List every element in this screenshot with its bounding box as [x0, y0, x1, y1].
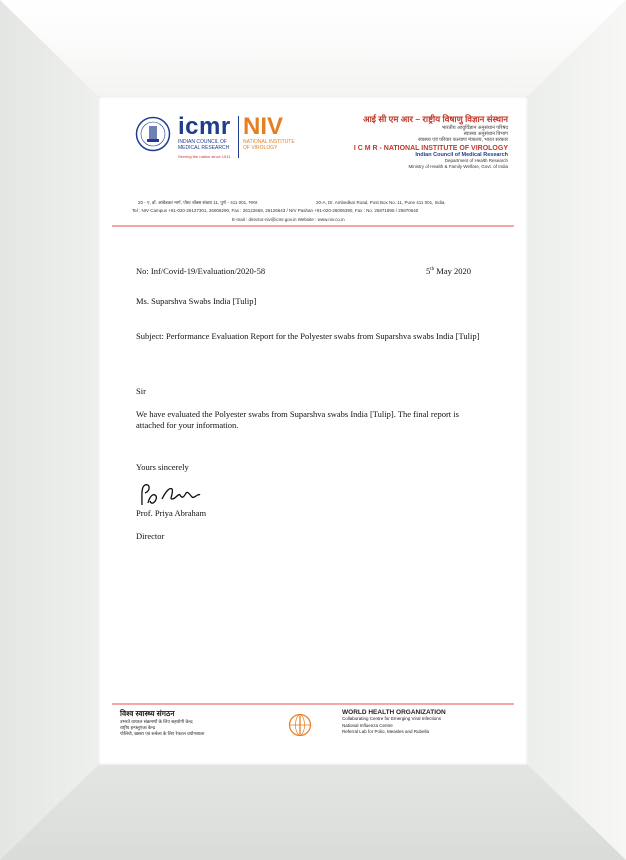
closing: Yours sincerely	[136, 462, 189, 472]
who-english-block: WORLD HEALTH ORGANIZATION Collaborating Centre for Emerging Viral Infections National Influenza Centre Referral Lab for Polio, Measles and Rubella	[342, 709, 446, 734]
niv-full-name: NATIONAL INSTITUTE OF VIROLOGY	[243, 139, 295, 151]
letterhead	[98, 96, 528, 236]
handwritten-signature	[136, 481, 208, 509]
frame-left-edge	[0, 0, 98, 860]
frame-bottom-edge	[0, 765, 626, 860]
addressee: Ms. Suparshva Swabs India [Tulip]	[136, 296, 257, 306]
national-emblem-seal-icon	[135, 116, 171, 152]
address-hindi: 20 - ए, डॉ. आंबेडकर मार्ग, पोस्ट बॉक्स संख्या 11, पुणे - 411 001, भारत.	[138, 200, 259, 205]
telephone-line: Tel : NIV Campus +91-020-26127301, 26006290, Fax : 26122669, 26126643 / NIV Pashan +91-020-26006390, Fax : No. 25871895 / 25870640	[132, 208, 419, 213]
body-paragraph: We have evaluated the Polyester swabs from Suparshva swabs India [Tulip]. The final report is attached for your information.	[136, 409, 459, 430]
institute-name-block: आई सी एम आर – राष्ट्रीय विषाणु विज्ञान संस्थान भारतीय आयुर्विज्ञान अनुसंधान परिषद स्वास्थ्य अनुसंधान विभाग स्वास्थ्य एवं परिवार कल्याण मंत्रालय, भारत सरकार I C M R - NATIONAL INSTITUTE OF VIROLOGY Indian Council of Medical Research Department of Health Research Ministry of Health & Family Welfare, Govt. of India	[308, 114, 508, 169]
frame-right-edge	[528, 0, 626, 860]
who-hindi-block: विश्व स्वास्थ्य संगठन उभरते वायरल संक्रमणों के लिए सहयोगी केन्द्र राष्ट्रीय इन्फ्लुएंजा केन्द्र पोलियो, खसरा एवं रूबेला के लिए रेफरल प्रयोगशाला	[120, 709, 205, 736]
frame-top-edge	[0, 0, 626, 96]
subject-line: Subject: Performance Evaluation Report for the Polyester swabs from Suparshva swabs India [Tulip]	[136, 331, 480, 341]
english-institute-name: I C M R - NATIONAL INSTITUTE OF VIROLOGY	[353, 145, 508, 152]
signatory-name: Prof. Priya Abraham	[136, 508, 207, 518]
icmr-logo: icmr	[178, 113, 231, 140]
hindi-institute-name: आई सी एम आर – राष्ट्रीय विषाणु विज्ञान संस्थान	[363, 114, 508, 124]
niv-logo: NIV	[243, 113, 284, 140]
header-rule	[112, 225, 514, 227]
icmr-full-name: INDIAN COUNCIL OF MEDICAL RESEARCH	[178, 139, 230, 151]
designation: Director	[136, 531, 165, 541]
icmr-tagline: Serving the nation since 1911	[178, 154, 231, 159]
who-emblem-icon	[288, 713, 312, 737]
footer-rule	[112, 703, 514, 705]
address-english: 20-A, Dr. Ambedkar Road, Post Box No. 11, Pune 411 001, India.	[316, 200, 446, 205]
reference-number: No: Inf/Covid-19/Evaluation/2020-58	[136, 266, 266, 276]
logo-divider	[238, 116, 239, 158]
letter-date: 5th May 2020	[426, 266, 471, 276]
email-line: E-mail : director-niv@icmr.gov.in Website : www.niv.co.in	[232, 217, 345, 222]
salutation: Sir	[136, 386, 146, 396]
letter-page	[98, 96, 528, 765]
